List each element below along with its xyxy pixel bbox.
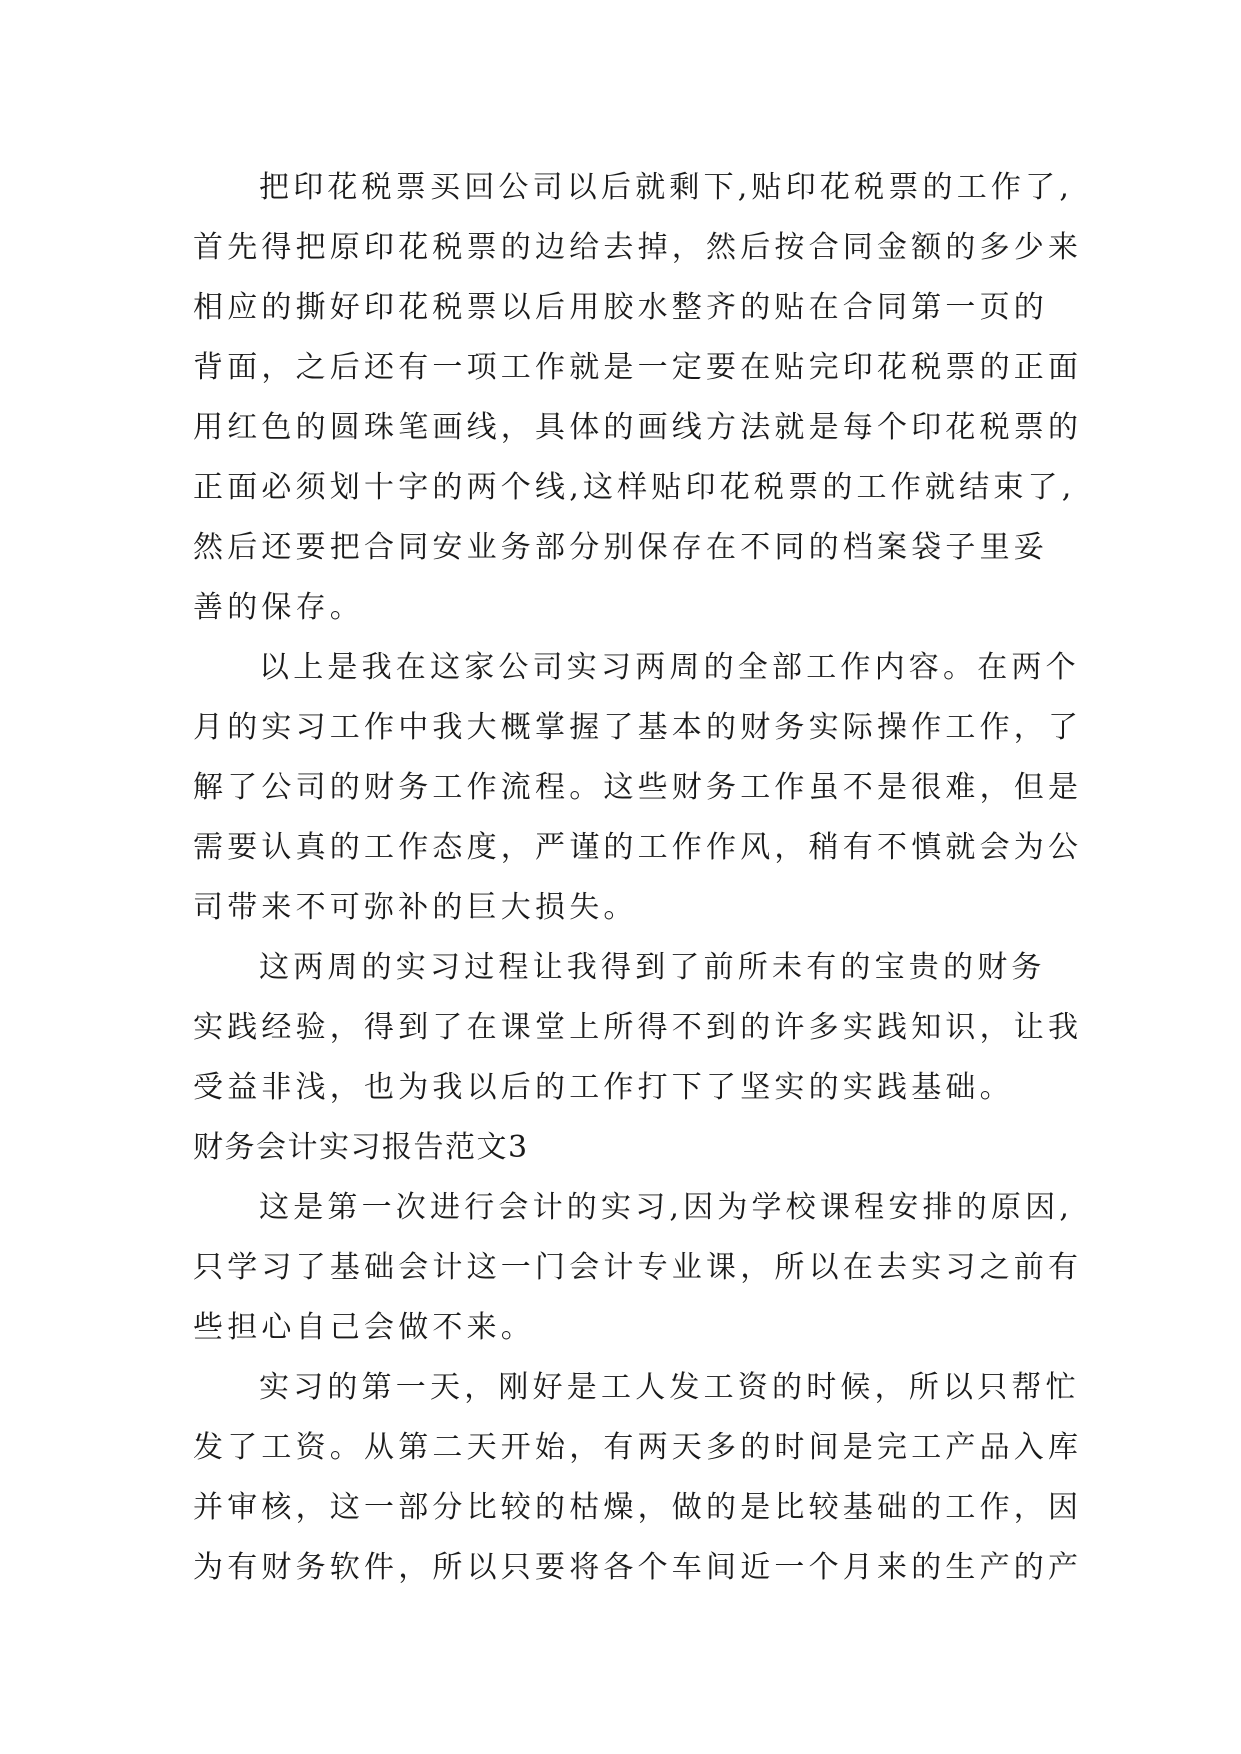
- text-line: 相应的撕好印花税票以后用胶水整齐的贴在合同第一页的: [193, 290, 1048, 325]
- text-line: 月的实习工作中我大概掌握了基本的财务实际操作工作，了: [193, 710, 1083, 745]
- text-line: 需要认真的工作态度，严谨的工作作风，稍有不慎就会为公: [193, 830, 1083, 865]
- text-line: 些担心自己会做不来。: [193, 1310, 535, 1345]
- text-line: 解了公司的财务工作流程。这些财务工作虽不是很难，但是: [193, 770, 1083, 805]
- text-line: 这两周的实习过程让我得到了前所未有的宝贵的财务: [259, 950, 1046, 985]
- paragraph-work-summary: [193, 638, 1083, 938]
- paragraph-stamp-tax: [193, 158, 1083, 638]
- text-line: 发了工资。从第二天开始，有两天多的时间是完工产品入库: [193, 1430, 1083, 1465]
- text-line: 首先得把原印花税票的边给去掉，然后按合同金额的多少来: [193, 230, 1083, 265]
- text-line: 这是第一次进行会计的实习,因为学校课程安排的原因,: [259, 1190, 1074, 1225]
- section-heading: 财务会计实习报告范文3: [193, 1130, 529, 1165]
- text-line: 正面必须划十字的两个线,这样贴印花税票的工作就结束了,: [193, 470, 1076, 505]
- text-line: 把印花税票买回公司以后就剩下,贴印花税票的工作了,: [259, 170, 1074, 205]
- text-line: 以上是我在这家公司实习两周的全部工作内容。在两个: [259, 650, 1080, 685]
- text-line: 为有财务软件，所以只要将各个车间近一个月来的生产的产: [193, 1550, 1083, 1585]
- text-line: 实习的第一天，刚好是工人发工资的时候，所以只帮忙: [259, 1370, 1080, 1405]
- text-line: 司带来不可弥补的巨大损失。: [193, 890, 638, 925]
- text-line: 然后还要把合同安业务部分别保存在不同的档案袋子里妥: [193, 530, 1048, 565]
- text-line: 受益非浅，也为我以后的工作打下了坚实的实践基础。: [193, 1070, 1014, 1105]
- document-body: [193, 158, 1083, 1598]
- paragraph-first-internship: [193, 1178, 1083, 1358]
- text-line: 并审核，这一部分比较的枯燥，做的是比较基础的工作，因: [193, 1490, 1083, 1525]
- text-line: 实践经验，得到了在课堂上所得不到的许多实践知识，让我: [193, 1010, 1083, 1045]
- text-line: 背面，之后还有一项工作就是一定要在贴完印花税票的正面: [193, 350, 1083, 385]
- paragraph-experience: [193, 938, 1083, 1118]
- paragraph-first-day: [193, 1358, 1083, 1598]
- text-line: 只学习了基础会计这一门会计专业课，所以在去实习之前有: [193, 1250, 1083, 1285]
- text-line: 善的保存。: [193, 590, 364, 625]
- text-line: 用红色的圆珠笔画线，具体的画线方法就是每个印花税票的: [193, 410, 1083, 445]
